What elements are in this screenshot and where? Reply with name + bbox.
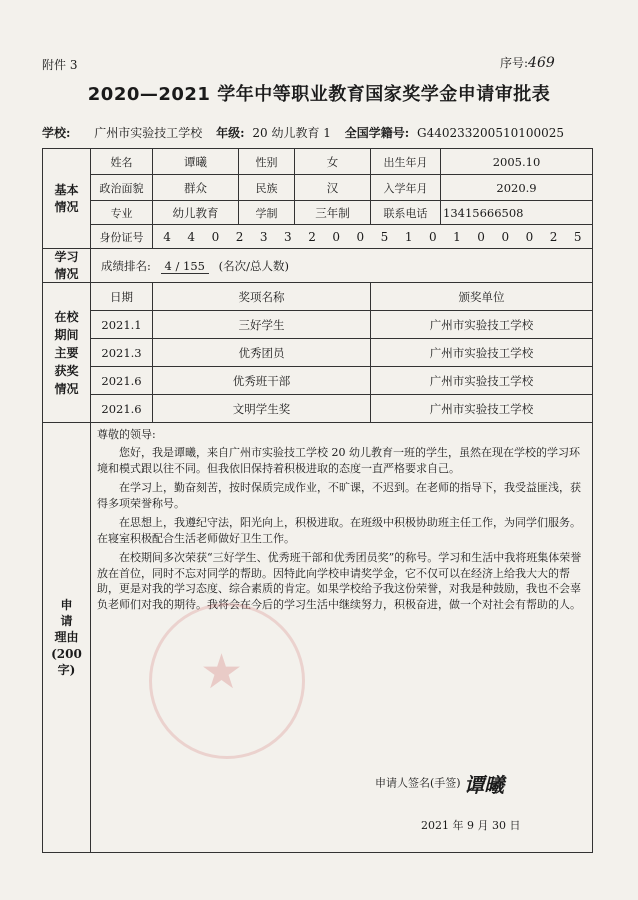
rank-row	[91, 249, 593, 283]
id-digit: 1	[453, 229, 461, 244]
date-month-unit: 月	[477, 819, 489, 832]
date-year-unit: 年	[452, 819, 464, 832]
signature-label: 申请人签名(手签)	[375, 776, 461, 790]
birth-label: 出生年月	[371, 149, 441, 175]
seal-star-icon: ★	[200, 644, 244, 700]
section-basic-info: 基本 情况	[43, 149, 91, 249]
award-name: 文明学生奖	[153, 395, 371, 423]
id-digit: 0	[501, 229, 510, 244]
application-form-table	[42, 148, 593, 853]
awards-header-issuer: 颁奖单位	[371, 283, 593, 311]
award-name: 优秀团员	[153, 339, 371, 367]
name-value: 谭曦	[153, 149, 239, 175]
id-digit: 1	[404, 229, 413, 244]
grade-value: 20 幼儿教育 1	[252, 126, 331, 140]
serial-label: 序号:	[500, 56, 529, 70]
form-title: 2020—2021 学年中等职业教育国家奖学金申请审批表	[87, 84, 551, 105]
id-digit: 4	[163, 229, 171, 244]
school-value: 广州市实验技工学校	[94, 126, 203, 140]
id-digit: 3	[259, 229, 268, 244]
id-digit: 0	[356, 229, 365, 244]
award-issuer: 广州市实验技工学校	[371, 311, 593, 339]
phone-label: 联系电话	[371, 201, 441, 225]
id-digit: 0	[428, 229, 437, 244]
id-digit: 2	[308, 229, 316, 244]
ethnic-value: 汉	[295, 175, 371, 201]
system-value: 三年制	[295, 201, 371, 225]
id-digit: 2	[549, 229, 558, 244]
id-digit: 5	[380, 229, 389, 244]
gender-value: 女	[295, 149, 371, 175]
award-date: 2021.1	[91, 311, 153, 339]
award-row	[43, 311, 593, 339]
school-label: 学校:	[42, 126, 71, 140]
id-digit: 0	[211, 229, 220, 244]
political-value: 群众	[153, 175, 239, 201]
awards-header-name: 奖项名称	[153, 283, 371, 311]
reason-text	[97, 427, 586, 613]
major-label: 专业	[91, 201, 153, 225]
application-date	[421, 817, 521, 833]
award-issuer: 广州市实验技工学校	[371, 395, 593, 423]
school-seal	[149, 603, 305, 759]
award-issuer: 广州市实验技工学校	[371, 367, 593, 395]
id-number	[153, 225, 593, 249]
school-info-line	[42, 124, 568, 141]
political-label: 政治面貌	[91, 175, 153, 201]
id-label: 身份证号	[91, 225, 153, 249]
reason-paragraph: 在思想上，我遵纪守法，阳光向上，积极进取。在班级中积极协助班主任工作，为同学们服务。在寝室积极配合生活老师做好卫生工作。	[97, 515, 581, 545]
awards-header-date: 日期	[91, 283, 153, 311]
section-reason: 申 请 理由 (200 字)	[43, 423, 91, 853]
salutation: 尊敬的领导:	[97, 428, 156, 441]
id-digit: 0	[525, 229, 534, 244]
serial-number	[500, 54, 555, 71]
date-month: 9	[467, 819, 474, 832]
award-row	[43, 339, 593, 367]
award-issuer: 广州市实验技工学校	[371, 339, 593, 367]
grade-label: 年级:	[216, 126, 245, 140]
ethnic-label: 民族	[239, 175, 295, 201]
section-study: 学习 情况	[43, 249, 91, 283]
reason-paragraph: 您好，我是谭曦，来自广州市实验技工学校 20 幼儿教育一班的学生，虽然在现在学校的学习环境和模式跟以往不同。但我依旧保持着积极进取的态度一直严格要求自己。	[97, 445, 580, 475]
name-label: 姓名	[91, 149, 153, 175]
studentno-label: 全国学籍号:	[344, 126, 410, 140]
serial-value: 469	[528, 55, 555, 71]
enroll-label: 入学年月	[371, 175, 441, 201]
id-digit: 2	[235, 229, 244, 244]
section-awards: 在校 期间 主要 获奖 情况	[43, 283, 91, 423]
id-digit: 5	[573, 229, 582, 244]
major-value: 幼儿教育	[153, 201, 239, 225]
date-day-unit: 日	[509, 819, 521, 832]
rank-note: (名次/总人数)	[218, 258, 289, 273]
award-date: 2021.3	[91, 339, 153, 367]
birth-value: 2005.10	[441, 149, 593, 175]
studentno-value: G440233200510100025	[417, 126, 565, 140]
date-day: 30	[492, 819, 506, 832]
attachment-label: 附件 3	[42, 58, 78, 72]
reason-paragraph: 在校期间多次荣获“三好学生、优秀班干部和优秀团员奖”的称号。学习和生活中我将班集体荣誉放在首位，同时不忘对同学的帮助。因特此向学校申请奖学金，它不仅可以在经济上给我大大的帮助，更是对我的学习态度、综合素质的肯定。如果学校给予我这份荣誉，对我是种鼓励，我也不会辜负老师们对我的期待。我将会在今后的学习生活中继续努力，积极奋进，做一个对社会有帮助的人。	[97, 550, 582, 612]
rank-value: 4 / 155	[161, 259, 209, 274]
id-digit: 3	[284, 229, 292, 244]
gender-label: 性别	[239, 149, 295, 175]
award-date: 2021.6	[91, 395, 153, 423]
rank-label: 成绩排名:	[101, 258, 151, 273]
id-digit: 4	[187, 229, 196, 244]
award-row	[43, 395, 593, 423]
phone-value: 13415666508	[441, 201, 593, 225]
reason-cell	[91, 423, 593, 853]
reason-paragraph: 在学习上，勤奋刻苦，按时保质完成作业，不旷课，不迟到。在老师的指导下，我受益匪浅，获得多项荣誉称号。	[97, 480, 581, 510]
id-digit: 0	[332, 229, 340, 244]
award-name: 优秀班干部	[153, 367, 371, 395]
signature-line	[375, 769, 504, 798]
date-year: 2021	[421, 819, 449, 832]
award-row	[43, 367, 593, 395]
award-name: 三好学生	[153, 311, 371, 339]
id-digits	[155, 230, 590, 244]
system-label: 学制	[239, 201, 295, 225]
id-digit: 0	[477, 229, 485, 244]
handwritten-signature: 谭曦	[464, 773, 505, 797]
enroll-value: 2020.9	[441, 175, 593, 201]
award-date: 2021.6	[91, 367, 153, 395]
